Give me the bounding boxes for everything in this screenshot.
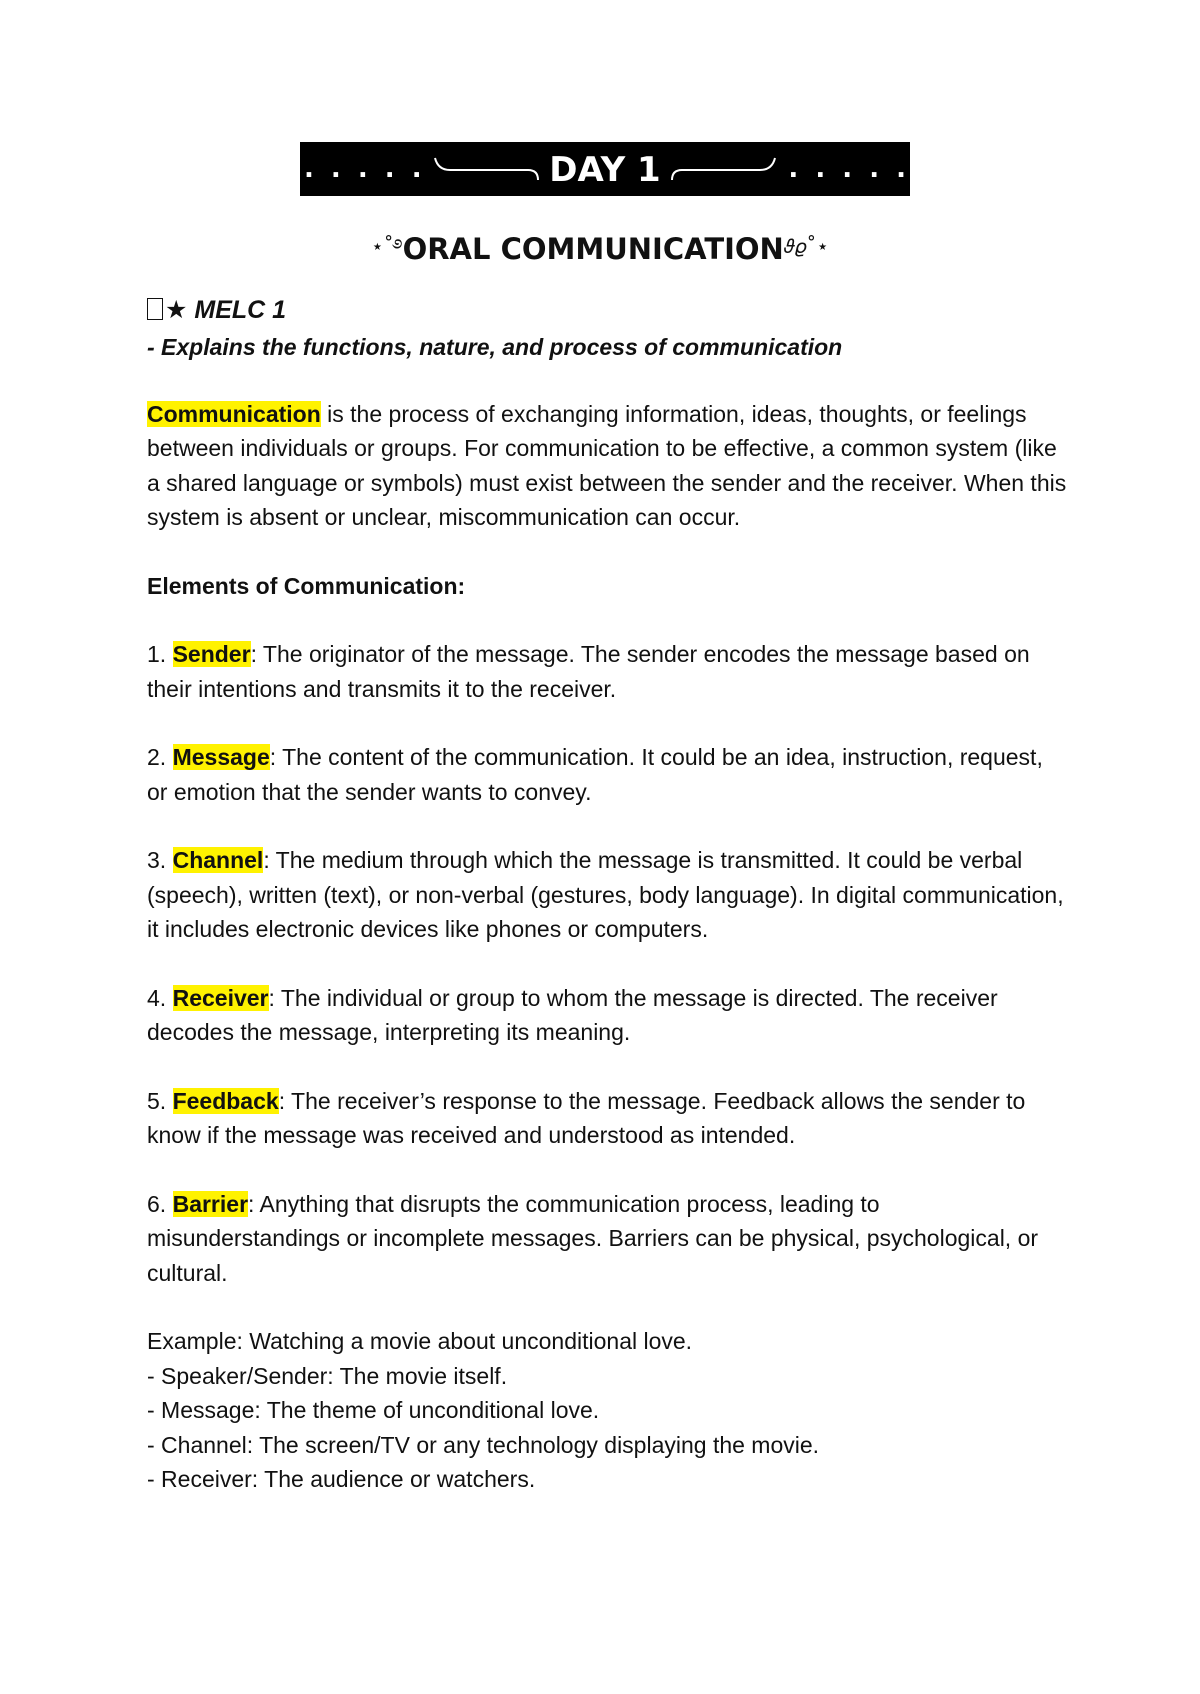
- element-item: [147, 637, 1067, 706]
- element-text: : Anything that disrupts the communication process, leading to misunderstandings or incomplete messages. Barriers can be physical, psychological, or cultural.: [147, 1190, 1039, 1286]
- highlighted-term: Barrier: [172, 1190, 249, 1217]
- example-line: - Receiver: The audience or watchers.: [147, 1466, 536, 1492]
- element-item: [147, 1084, 1067, 1153]
- title-text: ORAL COMMUNICATION: [402, 232, 784, 266]
- element-number: 5.: [147, 1087, 173, 1114]
- highlighted-term: Message: [172, 744, 270, 770]
- banner-title: DAY 1: [549, 150, 661, 190]
- star-icon: ★: [165, 296, 188, 324]
- banner-left-dots: . . . . .: [304, 154, 426, 184]
- example-line: - Channel: The screen/TV or any technology displaying the movie.: [147, 1431, 820, 1458]
- highlighted-term: Receiver: [172, 984, 269, 1011]
- intro-paragraph: [147, 397, 1067, 535]
- highlighted-term: Feedback: [172, 1087, 279, 1114]
- title-left-ornament: ⋆˚࿔: [371, 234, 403, 258]
- example-line: - Message: The theme of unconditional love.: [147, 1397, 600, 1423]
- example-line: - Speaker/Sender: The movie itself.: [147, 1362, 508, 1389]
- banner-right-dots: . . . . .: [788, 154, 910, 184]
- melc-heading: [147, 290, 1067, 330]
- melc-label: MELC 1: [194, 296, 287, 324]
- box-icon: [147, 298, 163, 320]
- element-number: 3.: [147, 847, 173, 873]
- element-text: : The originator of the message. The sender encodes the message based on their intentions and transmits it to the receiver.: [147, 641, 1030, 702]
- document-body: [147, 290, 1067, 1497]
- highlighted-term: Sender: [172, 641, 251, 667]
- melc-description: - Explains the functions, nature, and process of communication: [147, 334, 843, 360]
- element-text: : The medium through which the message is transmitted. It could be verbal (speech), written (text), or non-verbal (gestures, body language). In digital communication, it includes electronic devices like phones or computers.: [147, 847, 1064, 942]
- highlighted-term: Channel: [172, 847, 264, 873]
- element-number: 2.: [147, 744, 173, 770]
- example-intro: Example: Watching a movie about unconditional love.: [147, 1328, 693, 1354]
- element-number: 1.: [147, 641, 173, 667]
- element-text: : The content of the communication. It could be an idea, instruction, request, or emotion that the sender wants to convey.: [147, 744, 1043, 805]
- intro-text: is the process of exchanging information, ideas, thoughts, or feelings between individuals or groups. For communication to be effective, a common system (like a shared language or symbols) must exist between the sender and the receiver. When this system is absent or unclear, miscommunication can occur.: [147, 400, 1067, 530]
- element-item: [147, 1187, 1067, 1291]
- element-number: 6.: [147, 1190, 173, 1217]
- element-number: 4.: [147, 984, 173, 1011]
- highlighted-term: Communication: [147, 400, 321, 427]
- element-text: : The individual or group to whom the message is directed. The receiver decodes the message, interpreting its meaning.: [147, 984, 998, 1045]
- title-right-ornament: 𝜗𝜚˚⋆: [783, 234, 829, 258]
- example-block: [147, 1324, 1067, 1497]
- element-item: [147, 843, 1067, 947]
- element-item: [147, 981, 1067, 1050]
- element-text: : The receiver’s response to the message. Feedback allows the sender to know if the message was received and understood as intended.: [147, 1087, 1026, 1148]
- elements-heading: Elements of Communication:: [147, 572, 466, 599]
- day-banner: [300, 142, 910, 196]
- element-item: [147, 740, 1067, 809]
- document-title: [0, 226, 1200, 269]
